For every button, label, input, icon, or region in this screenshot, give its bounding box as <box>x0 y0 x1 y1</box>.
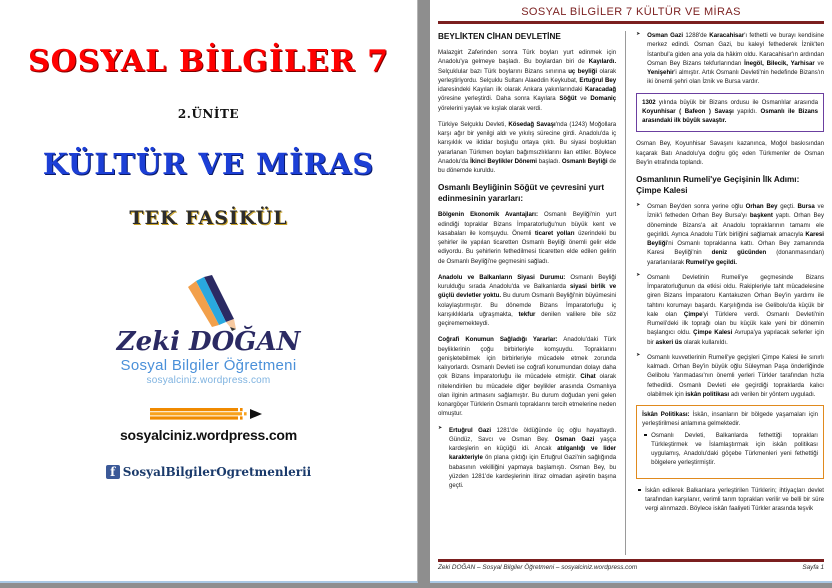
term-domanic: Domaniç <box>590 95 617 103</box>
term-orhan-bey: Orhan Bey <box>745 203 778 211</box>
header-divider <box>438 21 824 24</box>
website-url[interactable]: sosyalciniz.wordpress.com <box>119 427 298 443</box>
text-run: 'yi Türklere verdi. Osmanlı Devleti'nin Rumeli'deki ilk toprağı olan bu küçük kale yeni bir dönemin başlangıcı oldu. <box>647 310 824 337</box>
term-cimpe: Çimpe <box>683 310 703 318</box>
list-item: Osmanlı Devleti, Balkanlarda fethettiği toprakları Türkleştirmek ve İslamlaştırmak için iskân politikası uygulamış, Anadolu'daki göçebe Türkmenleri yeni fethettiği bölgelere yerleştirmiştir. <box>642 431 818 468</box>
section-heading-yararlari: Osmanlı Beyliğinin Söğüt ve çevresini yurt edinmesinin yararları: <box>438 183 605 204</box>
cover-content <box>0 0 417 581</box>
author-logo <box>117 275 301 386</box>
text-run: başladı. <box>536 157 562 165</box>
text-run: de bu dönemde kuruldu. <box>438 157 617 175</box>
text-run: yılında büyük bir Bizans ordusu ile Osmanlılar arasında <box>655 98 818 106</box>
term-ertugrul-bey: Ertuğrul Bey <box>579 76 617 84</box>
facebook-icon: f <box>106 465 120 479</box>
facebook-block[interactable] <box>106 465 312 479</box>
term-karacadag: Karacadağ <box>584 86 617 94</box>
term-bursa: Bursa <box>797 203 815 211</box>
cover-fascicle-label: TEK FASİKÜL <box>129 207 288 229</box>
text-run: 'ni Osmanlı topraklarına kattı. Orhan Bey zamanında Karesi Beyliği'nin <box>647 240 824 257</box>
term-ikinci-beylikler: İkinci Beylikler Dönemi <box>470 157 537 165</box>
paragraph-kosedag <box>438 120 616 176</box>
term-cimpe-kalesi: Çimpe Kalesi <box>693 329 733 337</box>
text-run: yaşça kardeşlerin en küçüğü idi. Ancak <box>449 435 617 453</box>
section-heading-beylikten: BEYLİKTEN CİHAN DEVLETİNE <box>438 32 561 41</box>
text-run: Osman Bey'den sonra yerine oğlu <box>647 203 746 211</box>
text-run: Bu durum Osmanlı Beyliği'nin büyümesini kolaylaştırmıştır. Bu dönemde Bizans İmparatorluğu iç karışıklıklarla uğraşmakta, <box>438 292 617 318</box>
callout-box-iskan <box>636 405 824 479</box>
term-kayilardi: Kayılardı. <box>588 58 617 66</box>
term-iskan-politikasi: iskân politikası <box>685 390 730 398</box>
text-run: 'ı fethetti ve burayı kendisine merkez edindi. Osman Gazi, bu kaleyi fethederek İznik'ten İstanbul'a giden ana yola da hâkim oldu. Karacahisar'ın ardından Osman Bey Bizans tekfurlarından <box>647 32 824 67</box>
term-iskan-politikasi-title: İskân Politikası: <box>642 411 690 419</box>
text-run: ve İznik'i fetheden Orhan Bey Bursa'yı <box>647 203 824 220</box>
text-run: yöresine yerleştirdi. Daha sonra Kayılara <box>438 95 560 103</box>
text-run: ve <box>576 95 591 103</box>
text-run: Osmanlı Beyliği kurulduğu sırada Anadolu'da ve Balkanlarda <box>438 273 617 291</box>
cover-unit-label: 2.ÜNİTE <box>177 107 240 121</box>
text-run: geçti. <box>777 203 798 211</box>
term-ticaret-yollari: ticaret yolları <box>534 229 575 237</box>
callout-box-1302 <box>636 93 824 133</box>
text-run: Osmanlı Devletinin Rumeli'ye geçmesinde Bizans İmparatorluğunun da etkisi oldu. Rakipleriyle taht mücadelesine giren Bizans İmparatoru Kantakuzen Orhan Bey'in yardımı ile tahtını korumayı başardı. Karşılığında ise Gelibolu'da küçük bir kale olan <box>647 273 824 318</box>
term-askeri-us: askeri üs <box>655 338 683 346</box>
text-run: adı verilen bir yöntem uyguladı. <box>729 390 816 398</box>
list-item <box>636 31 824 87</box>
body-column-left <box>438 31 626 555</box>
bullet-list-orhan-bey <box>636 202 824 399</box>
term-ertugrul-gazi: Ertuğrul Gazi <box>449 426 492 434</box>
term-siyasi-birlik: siyasi birlik ve güçlü devletler yoktu. <box>438 283 617 300</box>
cover-title: SOSYAL BİLGİLER 7 <box>27 44 390 79</box>
term-baskent: başkent <box>749 212 773 220</box>
list-item <box>636 273 824 347</box>
term-cihat: Cihat <box>580 373 596 381</box>
text-run: Osmanlı Beyliği'nin yurt edindiği topraklar Bizans İmparatorluğu'nun büyük kent ve kasabaları ile komşuydu. Önemli <box>438 211 617 237</box>
text-run: ön plana çıktığı için Ertuğrul Gazi'nin sağlığında babasının vekilliğini yapmaya başlamıştı. Osman Bey, bu yüzden 1281'de kardeşlerinin itiraz olmadan aşiretin başına geçti. <box>449 454 617 490</box>
term-karesi-beyligi: Karesi Beyliği <box>647 230 824 248</box>
text-run: Avrupa'ya yapılacak seferler için bir <box>647 329 824 346</box>
term-deniz-gucu: deniz gücünden <box>711 249 767 257</box>
bullet-list-left <box>438 426 616 491</box>
text-run: Osmanlı kuvvetlerinin Rumeli'ye geçişleri Çimpe Kalesi ile sınırlı kalmadı. Orhan Bey'in büyük oğlu Süleyman Paşa önderliğinde Gelibolu Yarımadası'nın önemli yerleri Türkler tarafından hızla fethedildi. Osmanlı Devleti ele geçirdiği topraklarda kalıcı olabilmek için <box>647 353 824 398</box>
bullet-list-iskan-detay <box>636 486 824 514</box>
term-osman-gazi: Osman Gazi <box>647 32 684 39</box>
list-item <box>438 426 616 491</box>
footer-page-number: Sayfa 1 <box>802 564 824 571</box>
term-uc-beyligi: uç beyliği <box>568 67 598 75</box>
pencil-icon <box>174 275 244 331</box>
author-name: Zeki DOĞAN <box>116 327 301 357</box>
callout-text <box>642 98 818 126</box>
text-run: (donanmasından) yararlanılarak <box>647 249 824 266</box>
term-tekfur: tekfur <box>518 310 536 318</box>
list-item <box>636 202 824 267</box>
term-sogut: Söğüt <box>559 95 577 103</box>
term-osmanli-beyligi: Osmanlı Beyliği <box>561 157 608 165</box>
text-run: olarak yerleştiriyordu. Selçuklu Sultanı Alaeddin Keykubat, <box>438 67 617 84</box>
paragraph-cografi-konum <box>438 335 616 418</box>
text-run: üzerindeki bu şehirler ile yapılan ticaretten Osmanlı Beyliği önemli gelir elde ediyordu. Bu şehirlerin fethedilmesi ticaretten elde edilen gelirin de Osmanlı Beyliği'ne geçmesini sağladı. <box>438 229 617 265</box>
text-run: Malazgirt Zaferinden sonra Türk boyları yurt edinmek için Anadolu'ya gelmeye başladı. Bu boylardan biri de <box>438 49 617 66</box>
text-run: Selçuklular bazı Türk boylarını Bizans sınırına <box>438 67 569 75</box>
term-atilganlik: atılganlığı ve lider karakteriyle <box>449 445 617 462</box>
author-site-small: sosyalciniz.wordpress.com <box>146 375 271 386</box>
text-run: 'i almıştır. Artık Osmanlı Devleti'nin hedefinde Bizans'ın iki önemli şehri olan İznik ve Bursa vardır. <box>647 69 824 86</box>
text-run: yaptı. Orhan Bey döneminde Bizans'a ait Anadolu topraklarının tamamı ele geçirildi. Ayrıca Anadolu Türk birliğini sağlamak amacıyla <box>647 212 824 238</box>
callout-text <box>642 410 818 429</box>
bullet-list-osman-gazi <box>636 31 824 87</box>
section-heading-cimpe: Osmanlının Rumeli'ye Geçişinin İlk Adımı: Çimpe Kalesi <box>636 175 800 196</box>
term-ilk-buyuk-savas: Osmanlı ile Bizans arasındaki ilk büyük savaştır. <box>642 107 818 124</box>
text-run: 1288'de <box>683 32 710 39</box>
text-run: İskân, insanların bir bölgede yaşamaları için yerleştirilmesi anlamına gelmektedir. <box>642 411 819 428</box>
term-rumeliye-gecildi: Rumeli'ye geçildi. <box>685 258 737 266</box>
list-item: İskân edilerek Balkanlara yerleştirilen Türklerin; ihtiyaçları devlet tarafından karşılanır, verimli tarım toprakları verilir ve belli bir süre vergi alınmazdı. Böylece iskân faaliyeti Türkler arasında teşvik <box>636 486 824 514</box>
text-run: 'nda (1243) Moğollara karşı ağır bir yenilgi aldı ve yıkılış sürecine girdi. Anadolu'da iç karışıklık ve iktidar boşluğu ortaya çıktı. Bu siyasi boşluktan yararlanan Türkmen boyları bağımsızlıklarını ilan ettiler. Böylece Anadolu'da <box>438 120 617 165</box>
text-run: olarak nitelendirilen bu mücadele diğer beylikler arasında Osmanlıya olan ilginin artmasını sağlamıştır. Bu durum doğudan yeni gelen konargöçer Türklerin Osmanlı topraklarını tercih etmelerine neden olmuştur. <box>438 373 617 418</box>
paragraph-malazgirt <box>438 48 616 113</box>
text-run: ve <box>814 59 824 67</box>
page-header: SOSYAL BİLGİLER 7 KÜLTÜR VE MİRAS <box>521 6 741 18</box>
footer-credit: Zeki DOĞAN – Sosyal Bilgiler Öğretmeni – sosyalciniz.wordpress.com <box>438 564 638 571</box>
text-run: Türkiye Selçuklu Devleti, <box>438 120 509 128</box>
two-column-body <box>438 31 824 555</box>
subheading-ekonomik: Bölgenin Ekonomik Avantajları: <box>438 211 538 219</box>
text-run: 1281'de öldüğünde üç oğlu hayattaydı. Gündüz, Savcı ve Osman Bey. <box>449 426 617 443</box>
speed-bars-icon <box>150 408 266 424</box>
subheading-cografi: Coğrafi Konumun Sağladığı Yararlar: <box>438 336 558 344</box>
term-karacahisar: Karacahisar <box>709 32 745 39</box>
content-page <box>430 0 832 583</box>
page-footer <box>438 562 824 571</box>
text-run: Anadolu'daki Türk beyliklerinin çoğu birbirleriyle komşuydu. Topraklarını genişletebilmek için birbirleriyle mücadele etmek zorunda kalıyorlardı. Osmanlı Devleti ise coğrafi konumundan dolayı daha çok Bizans İmparatorluğu ile mücadele etmiştir. <box>438 336 617 381</box>
cover-page <box>0 0 418 583</box>
text-run: idaresindeki Kayıları ilk olarak Ankara yakınlarındaki <box>438 86 585 94</box>
term-yenisehir: Yenişehir <box>647 69 675 76</box>
term-inegol-bilecik-yarhisar: İnegöl, Bilecik, Yarhisar <box>744 59 815 67</box>
term-koyunhisar-savasi: Koyunhisar ( Bafeon ) Savaşı <box>642 107 734 115</box>
callout-bullet-list <box>642 431 818 468</box>
list-item <box>636 353 824 399</box>
text-run: yapıldı. <box>733 107 761 115</box>
paragraph-siyasi-durum <box>438 273 616 329</box>
subheading-siyasi: Anadolu ve Balkanların Siyasi Durumu: <box>438 273 566 281</box>
author-role: Sosyal Bilgiler Öğretmeni <box>120 357 297 374</box>
term-osman-gazi: Osman Gazi <box>554 435 595 443</box>
facebook-page-name: SosyalBilgilerOgretmenlerii <box>122 465 312 479</box>
text-run: denilen valilere bile söz geçirememekteydi. <box>438 310 617 328</box>
year-1302: 1302 <box>642 98 656 106</box>
orange-bars-icon <box>150 408 266 424</box>
cover-subtitle: KÜLTÜR VE MİRAS <box>42 147 375 181</box>
text-run: yörelerini yaylak ve kışlak olarak verdi. <box>438 104 542 112</box>
paragraph-ekonomik-avantajlar <box>438 210 616 266</box>
text-run: olarak kullanıldı. <box>682 338 728 346</box>
paragraph-koyunhisar-sonrasi: Osman Bey, Koyunhisar Savaşını kazanınca, Moğol baskısından kaçarak Batı Anadolu'ya doğru göç eden Türkmenler de Osman Bey'in etrafında toplandı. <box>636 140 824 166</box>
body-column-right <box>636 31 824 555</box>
website-block <box>120 408 297 443</box>
term-kosedag-savasi: Kösedağ Savaşı <box>508 120 556 128</box>
